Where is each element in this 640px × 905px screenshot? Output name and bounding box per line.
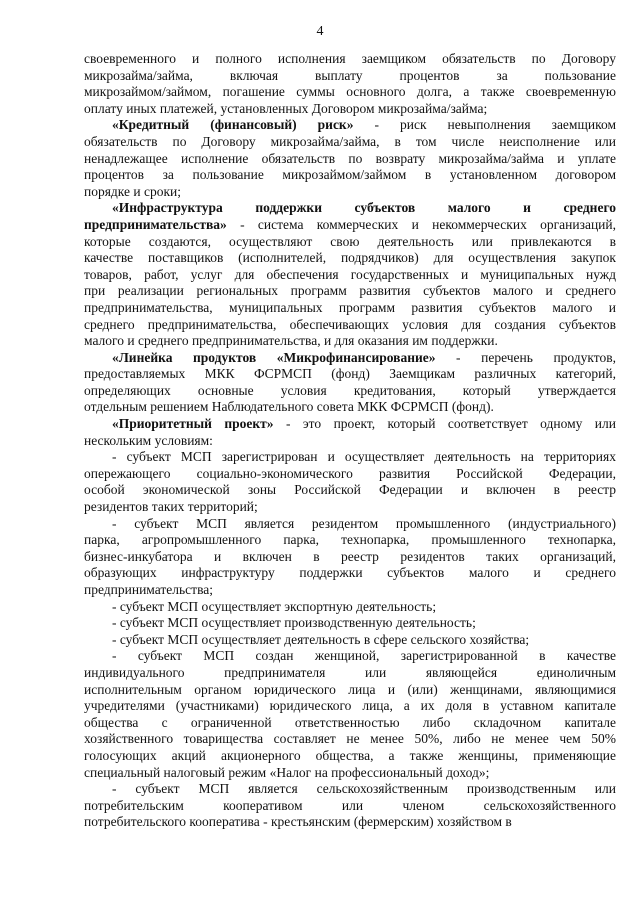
text-line [84, 466, 616, 483]
line-text: качестве поставщиков (исполнителей, подрядчиков) для осуществления закупок [84, 250, 616, 266]
text-line [84, 516, 616, 533]
text-line [84, 449, 616, 466]
line-text: - риск невыполнения заемщиком [353, 117, 616, 133]
line-text: - система коммерческих и некоммерческих организаций, [226, 216, 616, 232]
text-line [84, 698, 616, 715]
text-line [84, 200, 616, 217]
text-line [84, 814, 616, 831]
line-text: определяющих основные условия кредитования, который утверждается [84, 382, 616, 398]
text-line [84, 366, 616, 383]
text-line [84, 565, 616, 582]
line-text: общества с ограниченной ответственностью либо складочном капитале [84, 714, 616, 730]
text-line [84, 532, 616, 549]
line-text: товаров, работ, услуг для обеспечения государственных и муниципальных нужд [84, 266, 616, 282]
line-text: бизнес-инкубатора и включен в реестр резидентов таких организаций, [84, 548, 616, 564]
line-text: оплату иных платежей, установленных Договором микрозайма/займа; [84, 100, 488, 116]
text-line [84, 350, 616, 367]
text-line [84, 68, 616, 85]
text-line [84, 731, 616, 748]
text-line [84, 781, 616, 798]
line-text: отдельным решением Наблюдательного совета МКК ФСРМСП (фонд). [84, 399, 494, 415]
text-line [84, 300, 616, 317]
text-line [84, 250, 616, 267]
text-line [84, 383, 616, 400]
line-text: специальный налоговый режим «Налог на профессиональный доход»; [84, 764, 490, 780]
line-text: среднего предпринимательства, обеспечивающих условия для создания субъектов [84, 316, 616, 332]
text-line [84, 715, 616, 732]
document-body [84, 51, 616, 831]
text-line [84, 51, 616, 68]
line-text: предпринимательства, муниципальных программ развития субъектов малого и [84, 299, 616, 315]
term-bold: «Инфраструктура поддержки субъектов малого и среднего [112, 200, 616, 216]
term-bold: «Линейка продуктов «Микрофинансирование» [112, 349, 436, 365]
text-line [84, 615, 616, 632]
term-bold: предпринимательства» [84, 216, 227, 232]
text-line [84, 399, 616, 416]
text-line [84, 267, 616, 284]
line-text: обязательств по Договору микрозайма/займа, в том числе неисполнение или [84, 133, 616, 149]
line-text: - субъект МСП осуществляет производственную деятельность; [112, 615, 476, 631]
text-line [84, 283, 616, 300]
text-line [84, 234, 616, 251]
text-line [84, 682, 616, 699]
line-text: которые создаются, осуществляют свою деятельность или привлекаются в [84, 233, 616, 249]
text-line [84, 765, 616, 782]
text-line [84, 317, 616, 334]
line-text: - субъект МСП создан женщиной, зарегистрированной в качестве [112, 648, 616, 664]
text-line [84, 333, 616, 350]
term-bold: «Приоритетный проект» [112, 416, 274, 432]
line-text: потребительским кооперативом или членом сельскохозяйственного [84, 797, 616, 813]
line-text: опережающего социально-экономического развития Российской Федерации, [84, 465, 616, 481]
line-text: своевременного и полного исполнения заемщиком обязательств по Договору [84, 51, 616, 66]
text-line [84, 217, 616, 234]
line-text: потребительского кооператива - крестьянским (фермерским) хозяйством в [84, 814, 512, 830]
line-text: - перечень продуктов, [435, 349, 616, 365]
line-text: хозяйственного товарищества составляет не менее 50%, либо не менее чем 50% [84, 731, 616, 747]
line-text: учредителями (участниками) юридического лица, а их доля в уставном капитале [84, 698, 616, 714]
line-text: особой экономической зоны Российской Федерации и включен в реестр [84, 482, 616, 498]
line-text: образующих инфраструктуру поддержки субъектов малого и среднего [84, 565, 616, 581]
text-line [84, 167, 616, 184]
text-line [84, 416, 616, 433]
page-number: 4 [316, 24, 324, 39]
line-text: - это проект, который соответствует одному или [273, 416, 616, 432]
text-line [84, 582, 616, 599]
line-text: ненадлежащее исполнение обязательств по возврату микрозайма/займа и уплате [84, 150, 616, 166]
text-line [84, 632, 616, 649]
line-text: порядке и сроки; [84, 183, 182, 199]
text-line [84, 101, 616, 118]
text-line [84, 648, 616, 665]
text-line [84, 184, 616, 201]
line-text: - субъект МСП является резидентом промышленного (индустриального) [112, 515, 616, 531]
text-line [84, 549, 616, 566]
line-text: предпринимательства; [84, 582, 214, 597]
line-text: голосующих акций акционерного общества, а также женщины, применяющие [84, 747, 616, 763]
text-line [84, 665, 616, 682]
term-bold: «Кредитный (финансовый) риск» [112, 117, 354, 133]
text-line [84, 748, 616, 765]
line-text: - субъект МСП является сельскохозяйственным производственным или [112, 781, 616, 797]
text-line [84, 499, 616, 516]
line-text: - субъект МСП зарегистрирован и осуществляет деятельность на территориях [112, 449, 616, 465]
line-text: резидентов таких территорий; [84, 499, 258, 515]
line-text: индивидуального предпринимателя или являющейся единоличным [84, 664, 616, 680]
text-line [84, 798, 616, 815]
line-text: исполнительным органом юридического лица и (или) женщинами, являющимися [84, 681, 616, 697]
line-text: микрозайма/займа, включая выплату процентов за пользование [84, 67, 616, 83]
line-text: при реализации региональных программ развития субъектов малого и среднего [84, 283, 616, 299]
line-text: малого и среднего предпринимательства, и для оказания им поддержки. [84, 333, 498, 349]
line-text: процентов за пользование микрозаймом/займом в установленном договором [84, 167, 616, 183]
line-text: микрозаймом/займом, погашение суммы основного долга, а также своевременную [84, 84, 616, 100]
text-line [84, 482, 616, 499]
text-line [84, 84, 616, 101]
line-text: предоставляемых МКК ФСРМСП (фонд) Заемщикам различных категорий, [84, 366, 616, 382]
text-line [84, 599, 616, 616]
text-line [84, 433, 616, 450]
line-text: парка, агропромышленного парка, технопарка, промышленного технопарка, [84, 532, 616, 548]
line-text: нескольким условиям: [84, 432, 213, 448]
text-line [84, 151, 616, 168]
text-line [84, 117, 616, 134]
line-text: - субъект МСП осуществляет экспортную деятельность; [112, 598, 437, 614]
text-line [84, 134, 616, 151]
line-text: - субъект МСП осуществляет деятельность в сфере сельского хозяйства; [112, 631, 530, 647]
